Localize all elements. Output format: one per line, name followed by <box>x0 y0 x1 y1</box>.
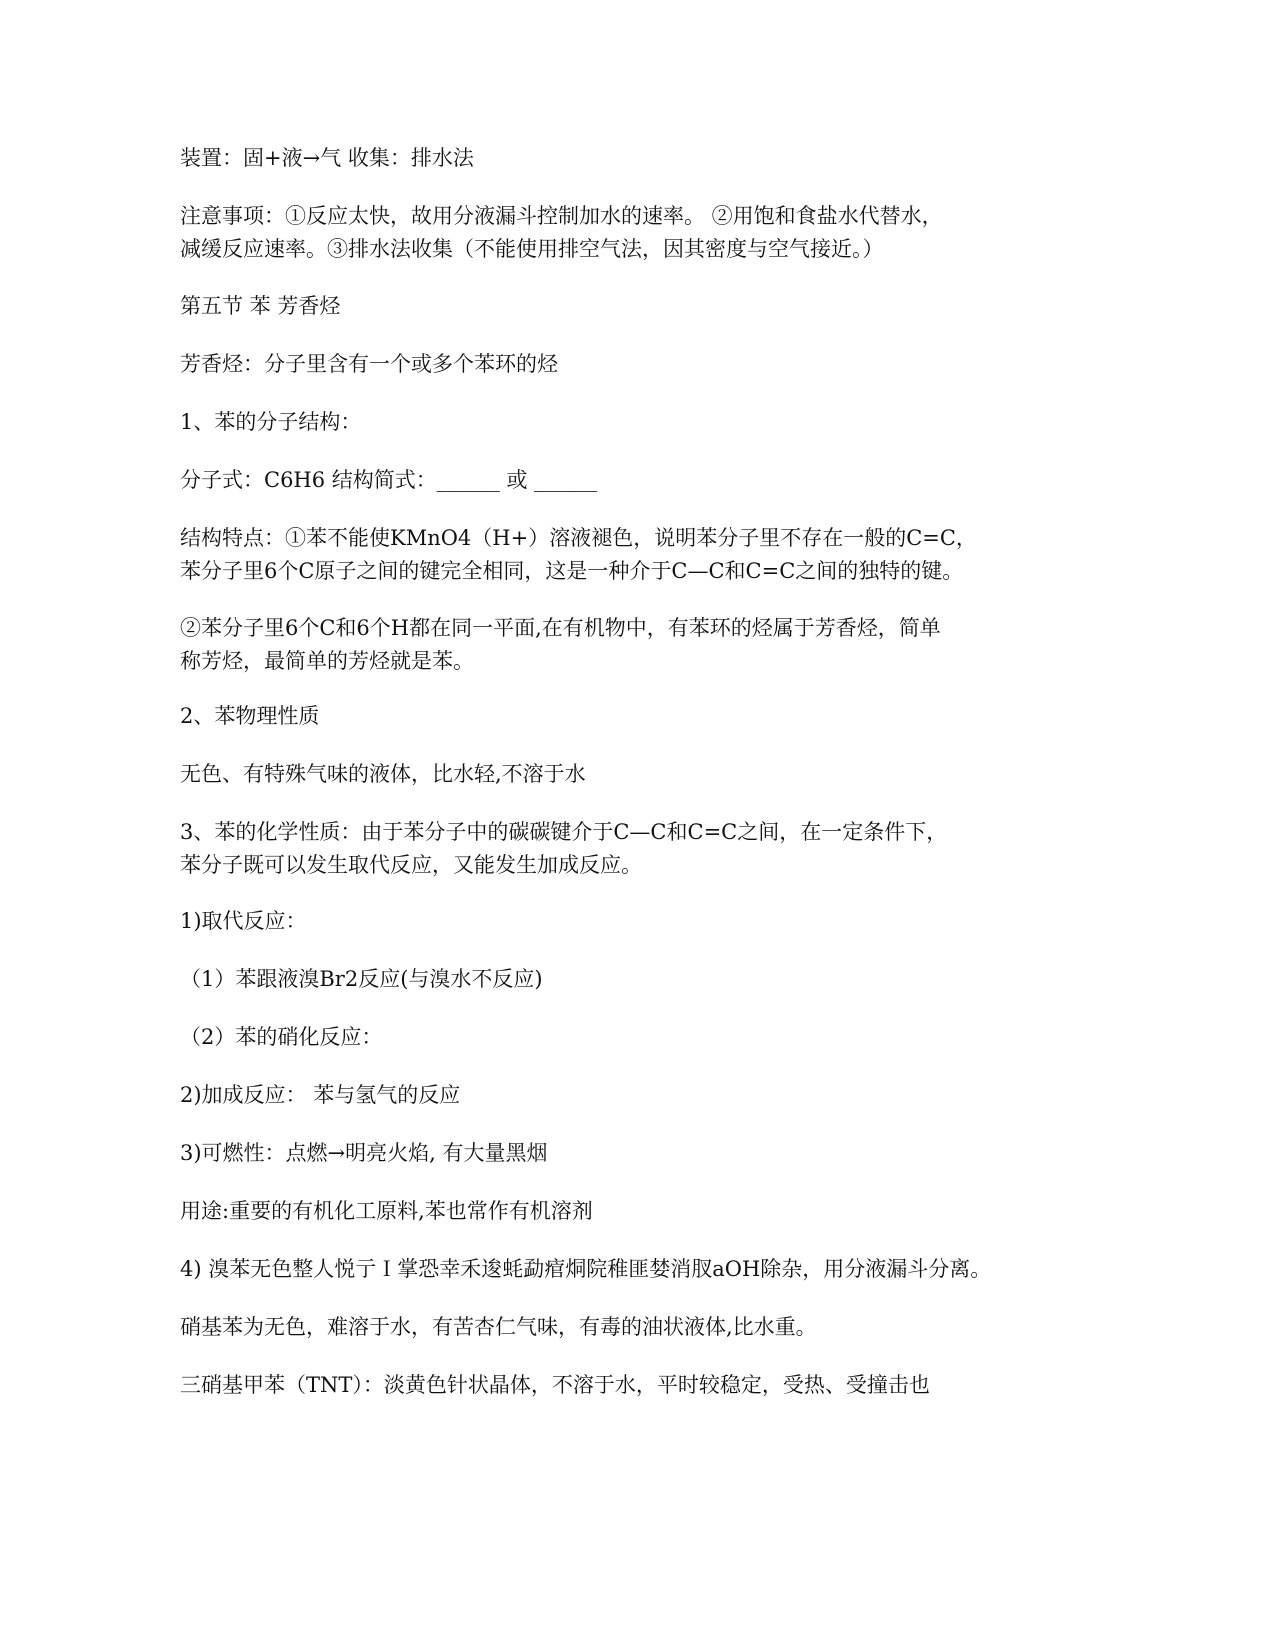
text-line-nitrobenzene: 硝基苯为无色，难溶于水，有苦杏仁气味，有毒的油状液体,比水重。 <box>180 1315 817 1339</box>
subheading-substitution: 1)取代反应： <box>180 909 307 933</box>
text-line-structure-feature-cont: 苯分子里6个C原子之间的键完全相同，这是一种介于C—C和C=C之间的独特的键。 <box>180 559 964 583</box>
text-line-planar-cont: 称芳烃，最简单的芳烃就是苯。 <box>180 649 474 673</box>
text-line-precautions: 注意事项：①反应太快，故用分液漏斗控制加水的速率。 ②用饱和食盐水代替水， <box>180 204 943 228</box>
text-line-definition: 芳香烃：分子里含有一个或多个苯环的烃 <box>180 352 558 376</box>
text-line-structure-feature: 结构特点：①苯不能使KMnO4（H+）溶液褪色，说明苯分子里不存在一般的C=C， <box>180 526 977 550</box>
text-line-collection-method: 装置：固+液→气 收集：排水法 <box>180 146 474 170</box>
text-line-precautions-cont: 减缓反应速率。③排水法收集（不能使用排空气法，因其密度与空气接近。） <box>180 237 884 261</box>
subheading-physical: 2、苯物理性质 <box>180 704 320 728</box>
text-line-physical: 无色、有特殊气味的液体，比水轻,不溶于水 <box>180 762 586 786</box>
subheading-addition: 2)加成反应： 苯与氢气的反应 <box>180 1083 461 1107</box>
subheading-combustion: 3)可燃性：点燃→明亮火焰, 有大量黑烟 <box>180 1141 548 1165</box>
text-line-bromobenzene: 4) 溴苯无色整人悦亍Ｉ掌恐幸禾逡蚝勐痯烔院稚匪婪消肞aOH除杂，用分液漏斗分离。 <box>180 1257 992 1281</box>
list-item-nitration: （2）苯的硝化反应： <box>180 1025 383 1049</box>
section-heading: 第五节 苯 芳香烃 <box>180 294 341 318</box>
list-item-bromination: （1）苯跟液溴Br2反应(与溴水不反应) <box>180 967 543 991</box>
text-line-tnt: 三硝基甲苯（TNT）：淡黄色针状晶体，不溶于水，平时较稳定，受热、受撞击也 <box>180 1373 930 1397</box>
text-line-formula: 分子式：C6H6 结构简式：______ 或 ______ <box>180 468 598 492</box>
text-line-chemical-cont: 苯分子既可以发生取代反应，又能发生加成反应。 <box>180 853 642 877</box>
text-line-uses: 用途:重要的有机化工原料,苯也常作有机溶剂 <box>180 1199 593 1223</box>
subheading-structure: 1、苯的分子结构： <box>180 410 362 434</box>
text-line-chemical: 3、苯的化学性质：由于苯分子中的碳碳键介于C—C和C=C之间，在一定条件下， <box>180 820 948 844</box>
text-line-planar: ②苯分子里6个C和6个H都在同一平面,在有机物中，有苯环的烃属于芳香烃，简单 <box>180 616 941 640</box>
